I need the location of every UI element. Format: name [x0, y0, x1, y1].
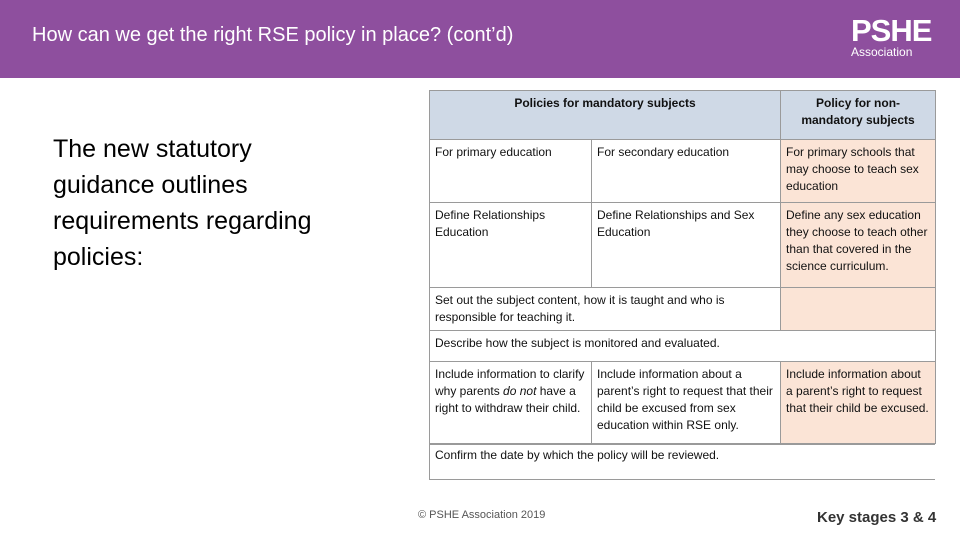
header-mandatory: Policies for mandatory subjects — [430, 91, 781, 140]
cell-withdraw-non-mandatory: Include information about a parent’s right to request that their child be excused. — [781, 362, 936, 444]
header-non-mandatory: Policy for non-mandatory subjects — [781, 91, 936, 140]
pshe-association-logo — [851, 14, 931, 58]
withdraw-text-a: Include information to clarify why parents — [435, 367, 585, 398]
cell-define-rse: Define Relationships and Sex Education — [592, 203, 781, 288]
logo-sub-text: Association — [851, 45, 913, 59]
key-stages-label: Key stages 3 & 4 — [817, 509, 937, 526]
cell-define-re: Define Relationships Education — [430, 203, 592, 288]
copyright-text: © PSHE Association 2019 — [418, 509, 546, 521]
slide-title: How can we get the right RSE policy in place? (cont’d) — [32, 24, 514, 46]
withdraw-text-b: have a right to withdraw their child. — [435, 384, 581, 415]
logo-main-text: PSHE — [851, 13, 932, 48]
review-date-box: Confirm the date by which the policy will be reviewed. — [429, 444, 935, 480]
cell-subject-content: Set out the subject content, how it is taught and who is responsible for teaching it. — [430, 288, 781, 331]
cell-subject-content-ext — [781, 288, 936, 331]
intro-text: The new statutory guidance outlines requirements regarding policies: — [53, 135, 312, 271]
withdraw-text-em: do not — [503, 384, 537, 398]
cell-withdraw-primary — [430, 362, 592, 444]
cell-primary-education: For primary education — [430, 140, 592, 203]
cell-secondary-education: For secondary education — [592, 140, 781, 203]
cell-define-sex-ed: Define any sex education they choose to teach other than that covered in the science curriculum. — [781, 203, 936, 288]
cell-non-mandatory-scope: For primary schools that may choose to teach sex education — [781, 140, 936, 203]
header-bar — [0, 0, 960, 78]
cell-monitoring: Describe how the subject is monitored and evaluated. — [430, 331, 936, 362]
cell-withdraw-secondary: Include information about a parent’s right to request that their child be excused from sex education within RSE only. — [592, 362, 781, 444]
policy-table — [429, 90, 936, 444]
